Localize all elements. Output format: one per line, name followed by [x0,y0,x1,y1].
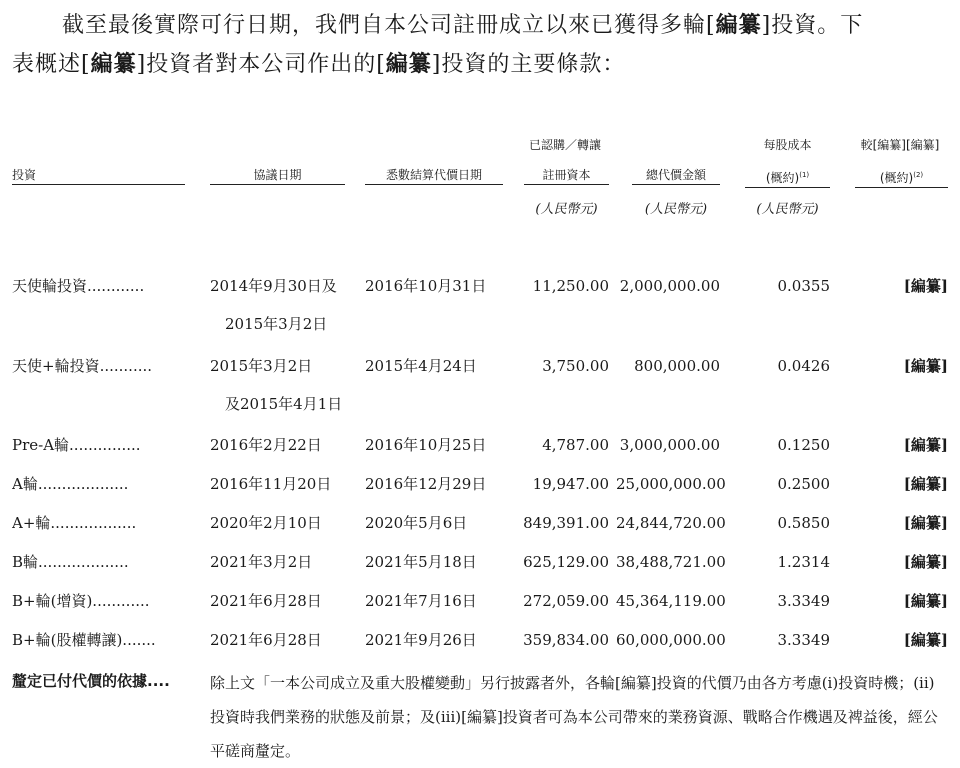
intro-paragraph [12,6,942,84]
header-label: 協議日期 [253,168,302,182]
footnote-marker: (2) [913,171,924,179]
header-discount-line1 [852,136,948,154]
row-cost-per-share: 0.2500 [777,475,830,493]
header-investment [12,166,185,185]
header-total-consideration [632,166,720,185]
row-settlement-date: 2015年4月24日 [365,357,477,375]
row-registered-capital: 849,391.00 [523,514,609,532]
redacted-term: 編纂 [715,12,762,38]
row-cost-per-share: 0.0426 [777,357,830,375]
header-label: 投資 [12,168,37,182]
redacted-term: 編纂 [90,51,137,77]
row-settlement-date: 2016年10月31日 [365,277,487,295]
row-cost-per-share: 0.5850 [777,514,830,532]
header-label: 悉數結算代價日期 [385,168,482,182]
row-discount: [編纂] [903,631,948,649]
unit-cost: (人民幣元) [756,202,819,217]
basis-text: 除上文「一本公司成立及重大股權變動」另行披露者外，各輪[編纂]投資的代價乃由各方考慮(i)投資時機；(ii)投資時我們業務的狀態及前景；及(iii)[編纂]投資者可為本公司帶來的業務資源、戰略合作機遇及裨益後，經公平磋商釐定。 [210,674,938,760]
row-total-consideration: 800,000.00 [634,357,720,375]
intro-text: 截至最後實際可行日期，我們自本公司註冊成立以來已獲得多輪[ [62,13,716,38]
row-total-consideration: 45,364,119.00 [616,592,726,610]
header-label: 註冊資本 [542,168,591,182]
row-total-consideration: 24,844,720.00 [616,514,726,532]
header-label: (概約) [879,171,914,185]
header-discount-line2 [855,166,948,188]
row-investment-name: 天使輪投資............ [12,277,145,295]
row-registered-capital: 625,129.00 [523,553,609,571]
redacted-term: 編纂 [385,51,432,77]
row-cost-per-share: 3.3349 [777,631,830,649]
row-registered-capital: 11,250.00 [532,277,609,295]
row-cost-per-share: 0.0355 [777,277,830,295]
row-investment-name: B+輪(股權轉讓)....... [12,631,156,649]
header-settlement-date [365,166,503,185]
row-agreement-date-cont: 及2015年4月1日 [225,395,343,413]
header-capital-line1 [515,136,615,154]
intro-text: ]投資。下 [761,13,864,38]
row-registered-capital: 4,787.00 [542,436,609,454]
header-cost-line1 [745,136,830,154]
row-cost-per-share: 0.1250 [777,436,830,454]
header-label: 已認購／轉讓 [528,138,601,152]
intro-text: ]投資的主要條款： [431,52,626,77]
row-agreement-date: 2021年6月28日 [210,631,322,649]
row-discount: [編纂] [903,475,948,493]
row-agreement-date: 2021年3月2日 [210,553,313,571]
row-settlement-date: 2016年10月25日 [365,436,487,454]
row-settlement-date: 2020年5月6日 [365,514,468,532]
row-discount: [編纂] [903,592,948,610]
intro-text: ]投資者對本公司作出的[ [136,52,386,77]
row-investment-name: Pre-A輪............... [12,436,141,454]
row-agreement-date: 2014年9月30日及 [210,277,337,295]
row-agreement-date: 2016年11月20日 [210,475,332,493]
row-agreement-date: 2020年2月10日 [210,514,322,532]
unit-capital: (人民幣元) [535,202,598,217]
row-cost-per-share: 1.2314 [777,553,830,571]
row-agreement-date: 2015年3月2日 [210,357,313,375]
row-cost-per-share: 3.3349 [777,592,830,610]
row-discount: [編纂] [903,436,948,454]
header-label: 較[編纂][編纂] [860,138,940,152]
header-capital-line2 [524,166,609,185]
row-investment-name: B輪................... [12,553,129,571]
header-label: 每股成本 [763,138,812,152]
header-label: (概約) [765,171,800,185]
row-discount: [編纂] [903,357,948,375]
row-discount: [編纂] [903,553,948,571]
unit-consideration: (人民幣元) [644,202,708,217]
row-total-consideration: 60,000,000.00 [616,631,726,649]
row-discount: [編纂] [903,277,948,295]
row-discount: [編纂] [903,514,948,532]
footnote-marker: (1) [799,171,810,179]
row-registered-capital: 3,750.00 [542,357,609,375]
header-agreement-date [210,166,345,185]
basis-label: 釐定已付代價的依據.... [12,672,170,690]
row-agreement-date-cont: 2015年3月2日 [225,315,328,333]
row-total-consideration: 38,488,721.00 [616,553,726,571]
row-agreement-date: 2016年2月22日 [210,436,322,454]
row-investment-name: A輪................... [12,475,129,493]
row-settlement-date: 2021年9月26日 [365,631,477,649]
row-investment-name: 天使+輪投資........... [12,357,153,375]
row-settlement-date: 2016年12月29日 [365,475,487,493]
row-total-consideration: 25,000,000.00 [616,475,726,493]
row-total-consideration: 2,000,000.00 [619,277,720,295]
row-settlement-date: 2021年5月18日 [365,553,477,571]
header-cost-line2 [745,166,830,188]
row-total-consideration: 3,000,000.00 [619,436,720,454]
row-agreement-date: 2021年6月28日 [210,592,322,610]
row-registered-capital: 272,059.00 [523,592,609,610]
row-investment-name: B+輪(增資)............ [12,592,150,610]
row-investment-name: A+輪.................. [12,514,137,532]
row-registered-capital: 19,947.00 [532,475,609,493]
intro-text: 表概述[ [12,52,91,77]
row-registered-capital: 359,834.00 [523,631,609,649]
header-label: 總代價金額 [645,168,706,182]
row-settlement-date: 2021年7月16日 [365,592,477,610]
